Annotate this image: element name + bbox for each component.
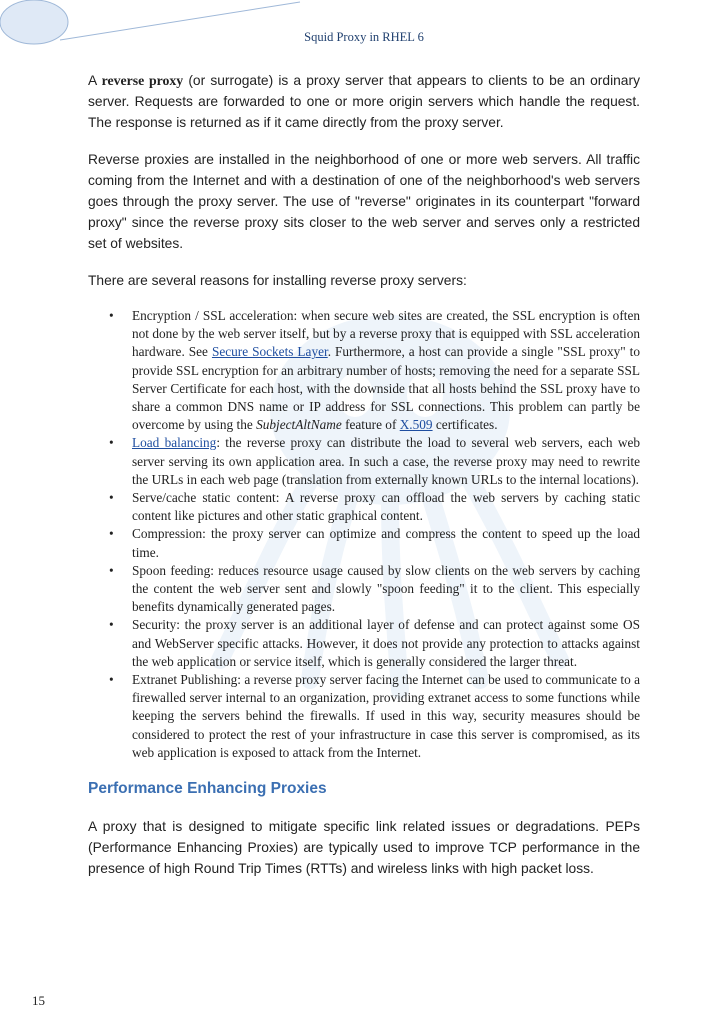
page-number: 15 — [32, 993, 45, 1008]
reasons-list — [88, 307, 640, 762]
encryption-text-1: Encryption / SSL acceleration: when secure web sites are created, the SSL encryption is often not done by the web server itself, but by a reverse proxy that is equipped with SSL acceleration hardware. See — [132, 308, 640, 360]
encryption-text-3: feature of — [341, 417, 400, 433]
list-item-encryption — [132, 307, 640, 434]
list-item-cache: • Serve/cache static content: A reverse proxy can offload the web servers by caching static content like pictures and other static graphical content. — [132, 489, 640, 525]
x509-link[interactable]: X.509 — [399, 417, 433, 433]
list-item-security: • Security: the proxy server is an additional layer of defense and can protect against some OS and WebServer specific attacks. However, it does not provide any protection to attacks against the web application or service itself, which is generally considered the larger threat. — [132, 616, 640, 671]
intro-lead: A — [88, 73, 102, 88]
reverse-proxy-term: reverse proxy — [101, 73, 184, 88]
encryption-text-2: . Furthermore, a host can provide a single "SSL proxy" to provide SSL encryption for an arbitrary number of hosts; removing the need for a separate SSL Server Certificate for each host, with the downside that all hosts behind the SSL proxy have to share a common DNS name or IP address for SSL connections. This problem can partly be overcome by using the — [132, 344, 640, 433]
pep-paragraph: A proxy that is designed to mitigate specific link related issues or degradations. PEPs (Performance Enhancing Proxies) are typically used to improve TCP performance in the presence of high Round Trip Times (RTTs) and wireless links with high packet loss. — [88, 819, 640, 877]
encryption-text-4: certificates. — [432, 417, 498, 433]
neighborhood-paragraph: Reverse proxies are installed in the neighborhood of one or more web servers. All traffic coming from the Internet and with a destination of one of the neighborhood's web servers goes through the proxy server. The use of "reverse" originates in its counterpart "forward proxy" since the reverse proxy sits closer to the web server and serves only a restricted set of websites. — [88, 152, 640, 251]
reasons-intro: There are several reasons for installing reverse proxy servers: — [88, 273, 467, 288]
running-header: Squid Proxy in RHEL 6 — [304, 30, 424, 44]
page-content — [88, 70, 640, 895]
intro-paragraph — [88, 70, 640, 133]
list-item-compression: • Compression: the proxy server can optimize and compress the content to speed up the load time. — [132, 525, 640, 561]
list-item-spoon-feeding: • Spoon feeding: reduces resource usage caused by slow clients on the web servers by caching the content the web server sent and slowly "spoon feeding" it to the client. This especially benefits dynamically generated pages. — [132, 562, 640, 617]
secure-sockets-layer-link[interactable]: Secure Sockets Layer — [211, 344, 328, 360]
subjectaltname-term: SubjectAltName — [256, 417, 342, 433]
load-balancing-text: : the reverse proxy can distribute the load to several web servers, each web server serving its own application area. In such a case, the reverse proxy may need to rewrite the URLs in each web page (translation from externally known URLs to the internal locations). — [132, 435, 640, 487]
section-heading-pep: Performance Enhancing Proxies — [88, 780, 327, 798]
list-item-load-balancing — [132, 434, 640, 489]
list-item-extranet: • Extranet Publishing: a reverse proxy server facing the Internet can be used to communicate to a firewalled server internal to an organization, providing extranet access to some functions while keeping the servers behind the firewalls. If used in this way, security measures should be considered to protect the rest of your infrastructure in case this server is compromised, as its web application is exposed to attack from the Internet. — [132, 671, 640, 762]
intro-rest: (or surrogate) is a proxy server that appears to clients to be an ordinary server. Requests are forwarded to one or more origin servers which handle the request. The response is returned as if it came directly from the proxy server. — [88, 73, 640, 130]
load-balancing-link[interactable]: Load balancing — [132, 435, 217, 451]
